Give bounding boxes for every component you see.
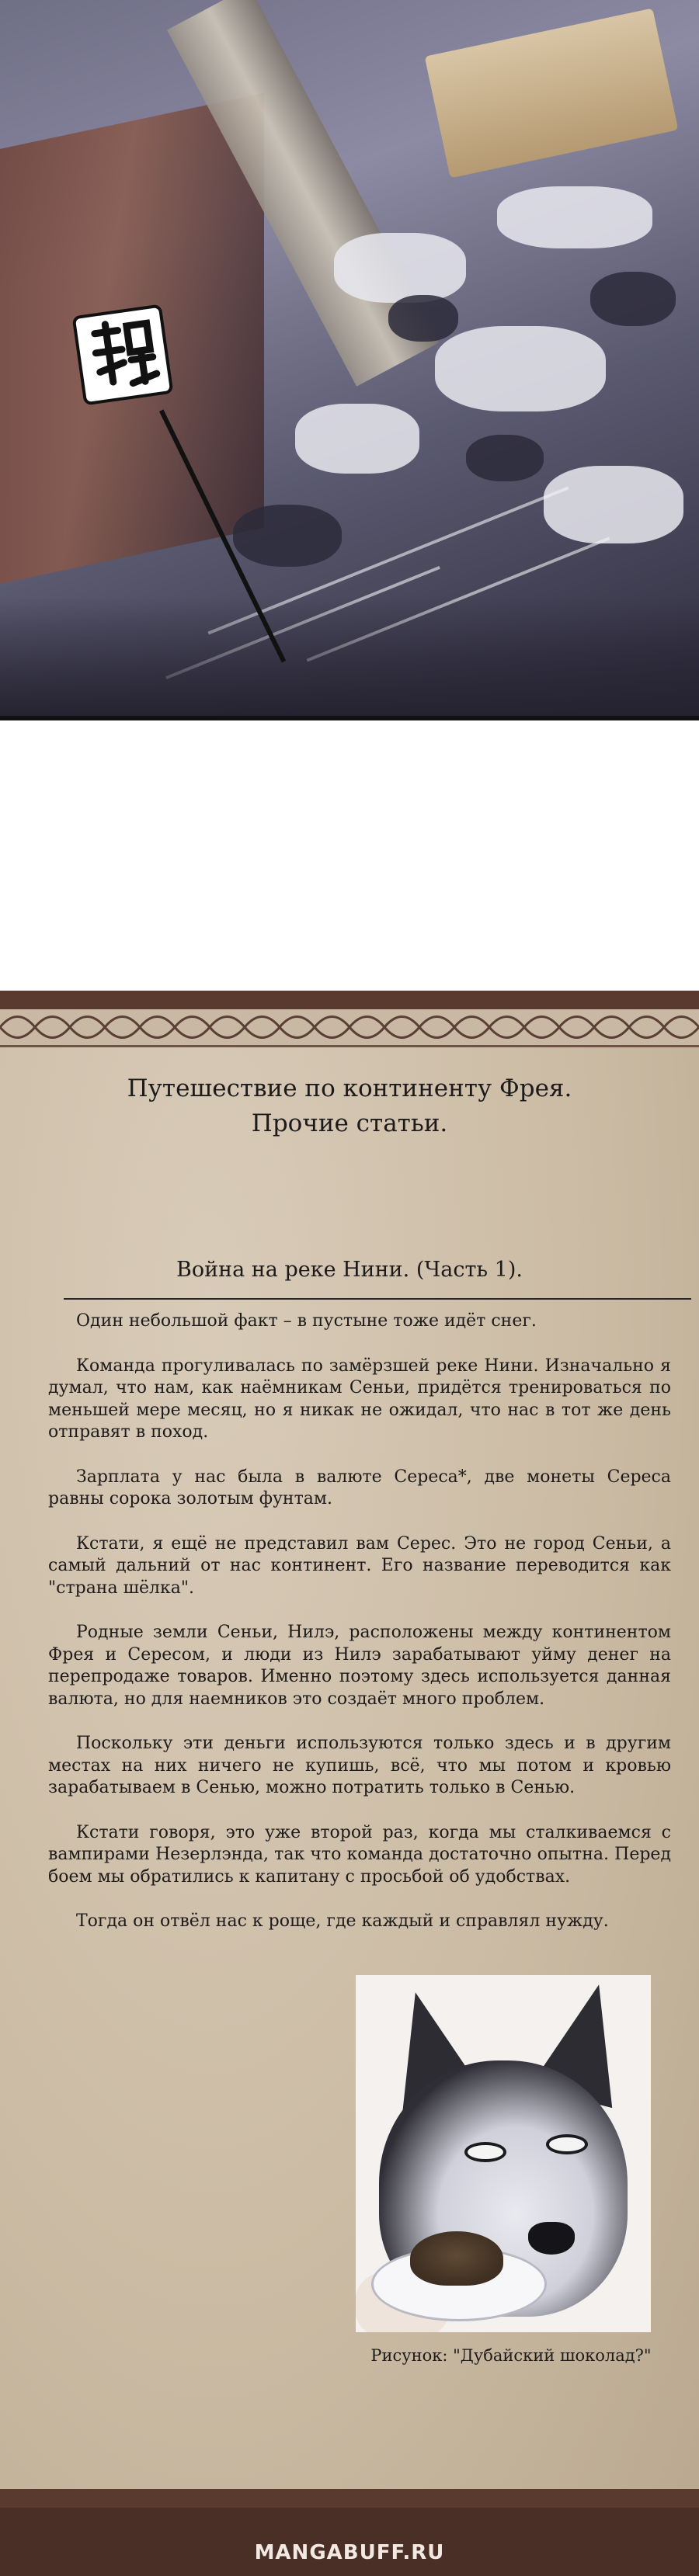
debris-cloud: [544, 466, 683, 543]
debris-cloud: [295, 404, 419, 474]
debris-rock: [233, 505, 342, 567]
paragraph: Поскольку эти деньги используются только здесь и в другим местах на них ничего не купишь, всё, что мы потом и кровью зарабатываем в Сенью, можно потратить только в Сенью.: [48, 1734, 671, 1797]
article-heading-line1: Путешествие по континенту Фрея.: [127, 1074, 572, 1102]
debris-cloud: [334, 233, 466, 303]
panel-border: [0, 716, 699, 720]
husky-eye: [546, 2134, 588, 2154]
article-page: [0, 991, 699, 2576]
ornament-band-top: [0, 991, 699, 1009]
husky-nose: [528, 2222, 575, 2255]
ornament-band-bottom: [0, 2489, 699, 2508]
debris-cloud: [435, 326, 606, 411]
panel-roof: [425, 9, 679, 179]
husky-eye: [464, 2142, 506, 2162]
hanzi-sfx-icon: [68, 300, 177, 409]
husky-illustration: [356, 1975, 651, 2332]
paragraph: Кстати говоря, это уже второй раз, когда мы сталкиваемся с вампирами Незерлэнда, так что команда достаточно опытна. Перед боем мы обратились к капитану с просьбой об удобствах.: [48, 1822, 671, 1887]
paragraph: Один небольшой факт – в пустыне тоже идёт снег.: [76, 1311, 537, 1331]
paragraph: Тогда он отвёл нас к роще, где каждый и справлял нужду.: [76, 1911, 609, 1931]
paragraph: Кстати, я ещё не представил вам Серес. Это не город Сеньи, а самый дальний от нас континент. Его название переводится как "страна шёлка".: [48, 1533, 671, 1598]
section-title: Война на реке Нини. (Часть 1).: [176, 1258, 523, 1282]
site-watermark: MANGABUFF.RU: [254, 2541, 445, 2564]
panel-floor: [0, 596, 699, 720]
chocolate-pile: [410, 2231, 503, 2286]
article-heading-line2: Прочие статьи.: [251, 1109, 448, 1137]
figure-caption: Рисунок: "Дубайский шоколад?": [370, 2346, 652, 2365]
debris-rock: [466, 435, 544, 481]
paragraph: Родные земли Сеньи, Нилэ, расположены между континентом Фрея и Сересом, и люди из Нилэ зарабатывают уйму денег на перепродаже товаров. Именно поэтому здесь используется данная валюта, но для наемников это создаёт много проблем.: [48, 1623, 671, 1709]
article-body: [48, 1311, 671, 1956]
debris-cloud: [497, 186, 652, 248]
paragraph: Команда прогуливалась по замёрзшей реке Нини. Изначально я думал, что нам, как наёмникам Сеньи, придётся тренироваться по меньшей мере месяц, но я никак не ожидал, что нас в тот же день отправят в поход.: [48, 1356, 671, 1442]
lace-border-top: [0, 1009, 699, 1047]
section-divider: [64, 1298, 691, 1300]
debris-rock: [590, 272, 676, 326]
action-panel: [0, 0, 699, 720]
debris-rock: [388, 295, 458, 342]
paragraph: Зарплата у нас была в валюте Сереса*, две монеты Сереса равны сорока золотым фунтам.: [48, 1467, 671, 1508]
